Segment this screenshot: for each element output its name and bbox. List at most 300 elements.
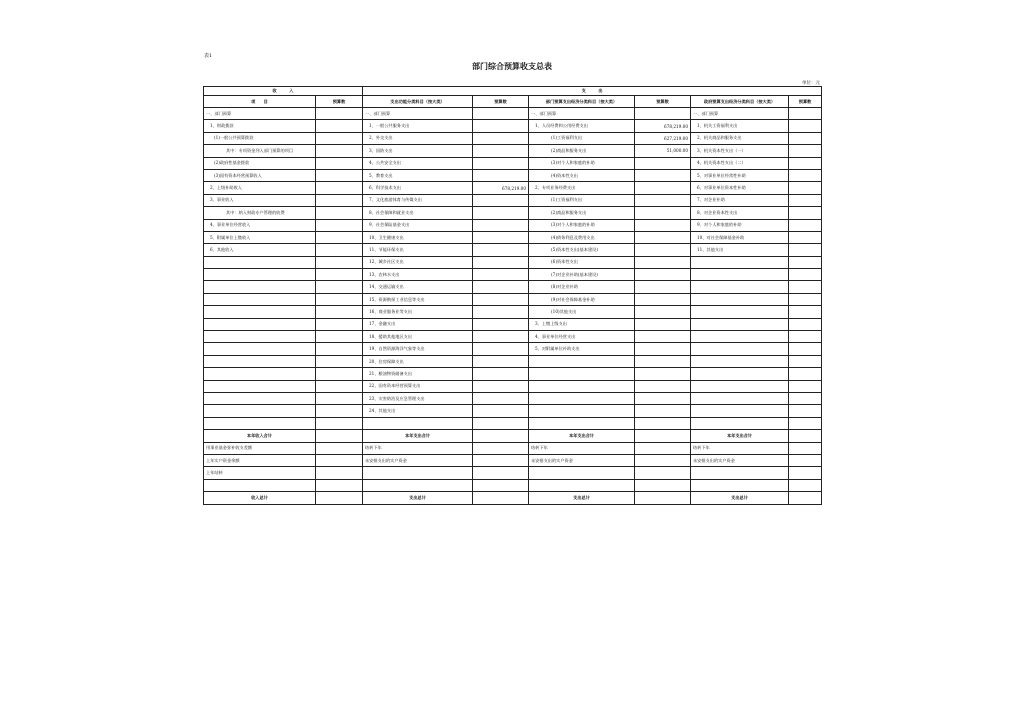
item-name-cell: 2、专项业务经费支出 bbox=[529, 182, 635, 194]
column-header-func-category: 支出功能分类科目（按大类） bbox=[363, 96, 473, 108]
budget-amount-cell bbox=[789, 194, 822, 206]
budget-amount-cell bbox=[789, 231, 822, 243]
item-name-cell: 5、附属单位上缴收入 bbox=[204, 231, 316, 243]
item-name-cell: (4)债务利息及费用支出 bbox=[529, 231, 635, 243]
table-cell bbox=[789, 442, 822, 454]
budget-amount-cell bbox=[635, 306, 691, 318]
item-name-cell: 16、商业服务业等支出 bbox=[363, 306, 473, 318]
item-name-cell: 17、金融支出 bbox=[363, 318, 473, 330]
item-name-cell: 7、文化旅游体育与传媒支出 bbox=[363, 194, 473, 206]
budget-amount-cell bbox=[635, 392, 691, 404]
budget-amount-cell bbox=[316, 120, 363, 132]
income-total-label: 本年收入合计 bbox=[204, 430, 316, 442]
budget-amount-cell bbox=[473, 269, 529, 281]
table-cell: 未安排支出的实户资金 bbox=[529, 454, 635, 466]
table-row bbox=[204, 479, 822, 491]
item-name-cell bbox=[204, 368, 316, 380]
table-cell bbox=[635, 430, 691, 442]
table-row bbox=[204, 244, 822, 256]
table-row bbox=[204, 380, 822, 392]
budget-amount-cell bbox=[635, 417, 691, 429]
item-name-cell: 5、对事业单位经常性补助 bbox=[691, 169, 789, 181]
item-name-cell: 21、粮油物资储备支出 bbox=[363, 368, 473, 380]
table-row bbox=[204, 207, 822, 219]
budget-amount-cell bbox=[473, 293, 529, 305]
budget-amount-cell bbox=[316, 368, 363, 380]
item-name-cell: 4、事业单位经营支出 bbox=[529, 331, 635, 343]
budget-amount-cell: 51,000.00 bbox=[635, 145, 691, 157]
table-cell bbox=[316, 454, 363, 466]
item-name-cell: (1)工资福利支出 bbox=[529, 194, 635, 206]
item-name-cell: (4)资本性支出 bbox=[529, 169, 635, 181]
item-name-cell: 24、其他支出 bbox=[363, 405, 473, 417]
item-name-cell bbox=[204, 256, 316, 268]
item-name-cell bbox=[204, 318, 316, 330]
item-name-cell: 23、灾害防治及应急管理支出 bbox=[363, 392, 473, 404]
budget-amount-cell bbox=[473, 207, 529, 219]
table-cell bbox=[691, 467, 789, 479]
item-name-cell bbox=[529, 355, 635, 367]
table-cell bbox=[473, 479, 529, 491]
item-name-cell bbox=[529, 392, 635, 404]
item-name-cell bbox=[691, 380, 789, 392]
item-name-cell bbox=[691, 269, 789, 281]
budget-amount-cell bbox=[473, 343, 529, 355]
budget-amount-cell bbox=[789, 157, 822, 169]
item-name-cell bbox=[204, 380, 316, 392]
budget-amount-cell bbox=[316, 169, 363, 181]
budget-amount-cell bbox=[473, 194, 529, 206]
item-name-cell: 9、社会保险基金支出 bbox=[363, 219, 473, 231]
budget-amount-cell bbox=[473, 405, 529, 417]
item-name-cell: 1、机关工资福利支出 bbox=[691, 120, 789, 132]
budget-amount-cell bbox=[473, 281, 529, 293]
budget-amount-cell bbox=[635, 318, 691, 330]
budget-amount-cell bbox=[635, 368, 691, 380]
budget-amount-cell bbox=[473, 120, 529, 132]
budget-amount-cell bbox=[635, 169, 691, 181]
item-name-cell: 3、上缴上级支出 bbox=[529, 318, 635, 330]
table-cell bbox=[363, 479, 473, 491]
table-row bbox=[204, 219, 822, 231]
item-name-cell bbox=[529, 417, 635, 429]
table-row bbox=[204, 392, 822, 404]
budget-amount-cell bbox=[635, 355, 691, 367]
budget-amount-cell bbox=[473, 318, 529, 330]
item-name-cell: 一、部门预算 bbox=[363, 108, 473, 120]
table-cell: 结转下年 bbox=[363, 442, 473, 454]
table-cell bbox=[789, 492, 822, 504]
table-row bbox=[204, 467, 822, 479]
budget-amount-cell bbox=[316, 207, 363, 219]
budget-amount-cell bbox=[316, 355, 363, 367]
budget-amount-cell bbox=[635, 207, 691, 219]
budget-amount-cell bbox=[316, 132, 363, 144]
page-title: 部门综合预算收支总表 bbox=[472, 62, 552, 71]
table-cell bbox=[473, 430, 529, 442]
budget-amount-cell bbox=[789, 281, 822, 293]
budget-amount-cell bbox=[316, 269, 363, 281]
item-name-cell bbox=[691, 318, 789, 330]
budget-amount-cell bbox=[473, 132, 529, 144]
item-name-cell bbox=[204, 306, 316, 318]
grand-income-total-label: 收入总计 bbox=[204, 492, 316, 504]
item-name-cell: (1)工资福利支出 bbox=[529, 132, 635, 144]
table-cell bbox=[691, 479, 789, 491]
item-name-cell: 一、部门预算 bbox=[204, 108, 316, 120]
budget-amount-cell: 678,219.00 bbox=[473, 182, 529, 194]
budget-amount-cell bbox=[635, 219, 691, 231]
item-name-cell: 9、对个人和家庭的补助 bbox=[691, 219, 789, 231]
item-name-cell: 10、对社会保障基金补助 bbox=[691, 231, 789, 243]
budget-amount-cell bbox=[473, 231, 529, 243]
table-cell: 未安排支出的实户资金 bbox=[363, 454, 473, 466]
table-cell bbox=[316, 442, 363, 454]
item-name-cell bbox=[204, 417, 316, 429]
item-name-cell bbox=[691, 355, 789, 367]
table-row bbox=[204, 194, 822, 206]
budget-amount-cell bbox=[473, 219, 529, 231]
table-cell: 上年结转 bbox=[204, 467, 316, 479]
budget-amount-cell bbox=[789, 417, 822, 429]
item-name-cell: 15、资源勘探工业信息等支出 bbox=[363, 293, 473, 305]
budget-summary-table bbox=[203, 86, 822, 505]
table-cell bbox=[316, 430, 363, 442]
table-cell: 用事业基金弥补收支差额 bbox=[204, 442, 316, 454]
item-name-cell: 一、部门预算 bbox=[691, 108, 789, 120]
item-name-cell: (3)国有资本经营预算收入 bbox=[204, 169, 316, 181]
table-row bbox=[204, 331, 822, 343]
table-cell bbox=[635, 454, 691, 466]
item-name-cell: 5、教育支出 bbox=[363, 169, 473, 181]
grand-expense-total-label: 支出总计 bbox=[691, 492, 789, 504]
budget-amount-cell bbox=[316, 380, 363, 392]
table-cell bbox=[635, 492, 691, 504]
budget-amount-cell bbox=[316, 145, 363, 157]
budget-amount-cell bbox=[316, 219, 363, 231]
budget-amount-cell bbox=[473, 108, 529, 120]
budget-amount-cell bbox=[473, 145, 529, 157]
item-name-cell: 19、自然资源海洋气象等支出 bbox=[363, 343, 473, 355]
table-cell bbox=[316, 467, 363, 479]
budget-amount-cell bbox=[473, 380, 529, 392]
item-name-cell: 1、财政拨款 bbox=[204, 120, 316, 132]
budget-amount-cell bbox=[789, 207, 822, 219]
item-name-cell: (1)一般公共预算拨款 bbox=[204, 132, 316, 144]
table-body bbox=[204, 108, 822, 430]
item-name-cell: (2)商品和服务支出 bbox=[529, 207, 635, 219]
grand-expense-total-label: 支出总计 bbox=[529, 492, 635, 504]
item-name-cell: 18、援助其他地区支出 bbox=[363, 331, 473, 343]
item-name-cell: 12、城乡社区支出 bbox=[363, 256, 473, 268]
budget-amount-cell bbox=[789, 405, 822, 417]
item-name-cell: 1、一般公共服务支出 bbox=[363, 120, 473, 132]
item-name-cell: 3、机关资本性支出（一） bbox=[691, 145, 789, 157]
budget-amount-cell bbox=[635, 380, 691, 392]
column-header-dept-econ-category: 部门预算支出经济分类科目（按大类） bbox=[529, 96, 635, 108]
budget-amount-cell bbox=[789, 219, 822, 231]
table-row bbox=[204, 132, 822, 144]
item-name-cell: 14、交通运输支出 bbox=[363, 281, 473, 293]
budget-amount-cell bbox=[316, 231, 363, 243]
budget-amount-cell bbox=[473, 256, 529, 268]
item-name-cell: (5)资本性支出(基本建设) bbox=[529, 244, 635, 256]
item-name-cell: 7、对企业补助 bbox=[691, 194, 789, 206]
table-row bbox=[204, 281, 822, 293]
item-name-cell bbox=[204, 392, 316, 404]
budget-amount-cell bbox=[635, 231, 691, 243]
item-name-cell bbox=[691, 392, 789, 404]
item-name-cell: (9)对社会保障基金补助 bbox=[529, 293, 635, 305]
budget-amount-cell bbox=[316, 256, 363, 268]
table-cell bbox=[789, 479, 822, 491]
item-name-cell bbox=[529, 368, 635, 380]
budget-amount-cell bbox=[316, 108, 363, 120]
item-name-cell bbox=[691, 293, 789, 305]
column-header-budget: 预算数 bbox=[316, 96, 363, 108]
budget-amount-cell bbox=[473, 157, 529, 169]
item-name-cell bbox=[204, 355, 316, 367]
budget-amount-cell bbox=[789, 293, 822, 305]
budget-amount-cell bbox=[789, 318, 822, 330]
budget-amount-cell bbox=[635, 194, 691, 206]
table-cell: 未安排支出的实户资金 bbox=[691, 454, 789, 466]
item-name-cell: 其中：纳入财政专户管理的收费 bbox=[204, 207, 316, 219]
table-cell bbox=[789, 467, 822, 479]
item-name-cell bbox=[204, 343, 316, 355]
item-name-cell: (10)其他支出 bbox=[529, 306, 635, 318]
table-cell bbox=[316, 492, 363, 504]
budget-amount-cell bbox=[789, 244, 822, 256]
item-name-cell: 5、对附属单位补助支出 bbox=[529, 343, 635, 355]
budget-amount-cell bbox=[635, 182, 691, 194]
budget-amount-cell bbox=[789, 269, 822, 281]
budget-amount-cell bbox=[635, 256, 691, 268]
item-name-cell: 8、社会保障和就业支出 bbox=[363, 207, 473, 219]
item-name-cell: 6、对事业单位资本性补助 bbox=[691, 182, 789, 194]
column-header-budget: 预算数 bbox=[789, 96, 822, 108]
column-header-gov-econ-category: 政府预算支出经济分类科目（按大类） bbox=[691, 96, 789, 108]
table-row bbox=[204, 442, 822, 454]
column-header-budget: 预算数 bbox=[473, 96, 529, 108]
budget-amount-cell bbox=[789, 343, 822, 355]
item-name-cell: (3)对个人和家庭的补助 bbox=[529, 219, 635, 231]
budget-amount-cell bbox=[316, 318, 363, 330]
table-row bbox=[204, 269, 822, 281]
item-name-cell: 22、国有资本经营预算支出 bbox=[363, 380, 473, 392]
budget-amount-cell: 678,219.00 bbox=[635, 120, 691, 132]
income-section-header: 收 入 bbox=[204, 87, 363, 96]
item-name-cell bbox=[691, 417, 789, 429]
budget-amount-cell: 627,219.00 bbox=[635, 132, 691, 144]
item-name-cell: (8)对企业补助 bbox=[529, 281, 635, 293]
item-name-cell: 6、科学技术支出 bbox=[363, 182, 473, 194]
table-row bbox=[204, 120, 822, 132]
budget-amount-cell bbox=[473, 355, 529, 367]
table-cell bbox=[635, 442, 691, 454]
item-name-cell: 4、公共安全支出 bbox=[363, 157, 473, 169]
budget-amount-cell bbox=[316, 306, 363, 318]
item-name-cell: 一、部门预算 bbox=[529, 108, 635, 120]
item-name-cell: 2、上级补助收入 bbox=[204, 182, 316, 194]
item-name-cell bbox=[691, 281, 789, 293]
table-number-label: 表1 bbox=[204, 53, 213, 59]
table-row bbox=[204, 318, 822, 330]
table-cell bbox=[473, 454, 529, 466]
table-row bbox=[204, 169, 822, 181]
item-name-cell: 2、外交支出 bbox=[363, 132, 473, 144]
table-row bbox=[204, 145, 822, 157]
budget-amount-cell bbox=[789, 132, 822, 144]
item-name-cell: 10、卫生健康支出 bbox=[363, 231, 473, 243]
budget-amount-cell bbox=[635, 293, 691, 305]
item-name-cell: 8、对企业资本性支出 bbox=[691, 207, 789, 219]
table-cell: 结转下年 bbox=[691, 442, 789, 454]
table-cell bbox=[204, 479, 316, 491]
item-name-cell: 11、节能环保支出 bbox=[363, 244, 473, 256]
budget-amount-cell bbox=[473, 169, 529, 181]
item-name-cell: 6、其他收入 bbox=[204, 244, 316, 256]
budget-amount-cell bbox=[635, 281, 691, 293]
item-name-cell bbox=[204, 331, 316, 343]
item-name-cell: 2、机关商品和服务支出 bbox=[691, 132, 789, 144]
budget-amount-cell bbox=[316, 281, 363, 293]
table-cell bbox=[316, 479, 363, 491]
table-row bbox=[204, 157, 822, 169]
table-row bbox=[204, 108, 822, 120]
table-cell bbox=[363, 467, 473, 479]
item-name-cell: (2)商品和服务支出 bbox=[529, 145, 635, 157]
item-name-cell: 3、国防支出 bbox=[363, 145, 473, 157]
budget-amount-cell bbox=[635, 108, 691, 120]
item-name-cell: 20、住房保障支出 bbox=[363, 355, 473, 367]
table-row bbox=[204, 454, 822, 466]
table-row bbox=[204, 231, 822, 243]
item-name-cell bbox=[691, 256, 789, 268]
column-header-item: 项 目 bbox=[204, 96, 316, 108]
budget-amount-cell bbox=[789, 331, 822, 343]
item-name-cell bbox=[204, 293, 316, 305]
table-row bbox=[204, 405, 822, 417]
table-cell bbox=[529, 479, 635, 491]
table-row bbox=[204, 306, 822, 318]
item-name-cell bbox=[691, 368, 789, 380]
budget-amount-cell bbox=[473, 331, 529, 343]
item-name-cell: (6)资本性支出 bbox=[529, 256, 635, 268]
budget-amount-cell bbox=[316, 331, 363, 343]
item-name-cell bbox=[529, 380, 635, 392]
column-header-budget: 预算数 bbox=[635, 96, 691, 108]
budget-amount-cell bbox=[316, 343, 363, 355]
budget-amount-cell bbox=[473, 244, 529, 256]
table-row bbox=[204, 256, 822, 268]
budget-amount-cell bbox=[789, 169, 822, 181]
budget-amount-cell bbox=[789, 392, 822, 404]
table-cell bbox=[789, 454, 822, 466]
item-name-cell: 11、其他支出 bbox=[691, 244, 789, 256]
table-row bbox=[204, 182, 822, 194]
budget-amount-cell bbox=[316, 417, 363, 429]
budget-amount-cell bbox=[789, 380, 822, 392]
budget-amount-cell bbox=[316, 293, 363, 305]
budget-amount-cell bbox=[789, 145, 822, 157]
budget-amount-cell bbox=[789, 306, 822, 318]
budget-amount-cell bbox=[789, 108, 822, 120]
item-name-cell bbox=[691, 331, 789, 343]
expense-total-label: 本年支出合计 bbox=[363, 430, 473, 442]
budget-amount-cell bbox=[635, 269, 691, 281]
budget-amount-cell bbox=[316, 157, 363, 169]
item-name-cell bbox=[204, 269, 316, 281]
budget-amount-cell bbox=[473, 306, 529, 318]
budget-amount-cell bbox=[635, 244, 691, 256]
unit-label: 单位：元 bbox=[802, 81, 820, 86]
item-name-cell bbox=[691, 306, 789, 318]
item-name-cell bbox=[691, 343, 789, 355]
budget-amount-cell bbox=[473, 417, 529, 429]
budget-amount-cell bbox=[316, 182, 363, 194]
budget-amount-cell bbox=[316, 244, 363, 256]
table-cell bbox=[473, 467, 529, 479]
grand-expense-total-label: 支出总计 bbox=[363, 492, 473, 504]
budget-amount-cell bbox=[316, 392, 363, 404]
item-name-cell: 4、机关资本性支出（二） bbox=[691, 157, 789, 169]
item-name-cell: 13、农林水支出 bbox=[363, 269, 473, 281]
item-name-cell: 1、人员经费和公用经费支出 bbox=[529, 120, 635, 132]
table-row bbox=[204, 355, 822, 367]
table-row bbox=[204, 293, 822, 305]
table-cell bbox=[789, 430, 822, 442]
budget-amount-cell bbox=[789, 368, 822, 380]
table-cell bbox=[635, 467, 691, 479]
table-row bbox=[204, 343, 822, 355]
budget-amount-cell bbox=[635, 331, 691, 343]
item-name-cell bbox=[204, 405, 316, 417]
item-name-cell: (3)对个人和家庭的补助 bbox=[529, 157, 635, 169]
budget-amount-cell bbox=[635, 343, 691, 355]
item-name-cell bbox=[363, 417, 473, 429]
table-cell: 结转下年 bbox=[529, 442, 635, 454]
expense-section-header: 支 出 bbox=[363, 87, 822, 96]
budget-amount-cell bbox=[789, 120, 822, 132]
budget-amount-cell bbox=[473, 392, 529, 404]
item-name-cell bbox=[691, 405, 789, 417]
item-name-cell bbox=[204, 281, 316, 293]
item-name-cell: 其中：专项资金列入部门预算的项目 bbox=[204, 145, 316, 157]
budget-amount-cell bbox=[473, 368, 529, 380]
budget-amount-cell bbox=[316, 194, 363, 206]
budget-amount-cell bbox=[635, 157, 691, 169]
item-name-cell: 3、事业收入 bbox=[204, 194, 316, 206]
table-cell: 上年实户资金余额 bbox=[204, 454, 316, 466]
table-cell bbox=[473, 442, 529, 454]
table-cell bbox=[635, 479, 691, 491]
budget-amount-cell bbox=[635, 405, 691, 417]
table-row bbox=[204, 368, 822, 380]
table-cell bbox=[529, 467, 635, 479]
budget-amount-cell bbox=[789, 355, 822, 367]
item-name-cell bbox=[529, 405, 635, 417]
item-name-cell: (7)对企业补助(基本建设) bbox=[529, 269, 635, 281]
expense-total-label: 本年支出合计 bbox=[691, 430, 789, 442]
table-row bbox=[204, 417, 822, 429]
budget-amount-cell bbox=[316, 405, 363, 417]
item-name-cell: (2)政府性基金拨款 bbox=[204, 157, 316, 169]
budget-amount-cell bbox=[789, 182, 822, 194]
expense-total-label: 本年支出合计 bbox=[529, 430, 635, 442]
item-name-cell: 4、事业单位经营收入 bbox=[204, 219, 316, 231]
table-footer bbox=[204, 430, 822, 504]
